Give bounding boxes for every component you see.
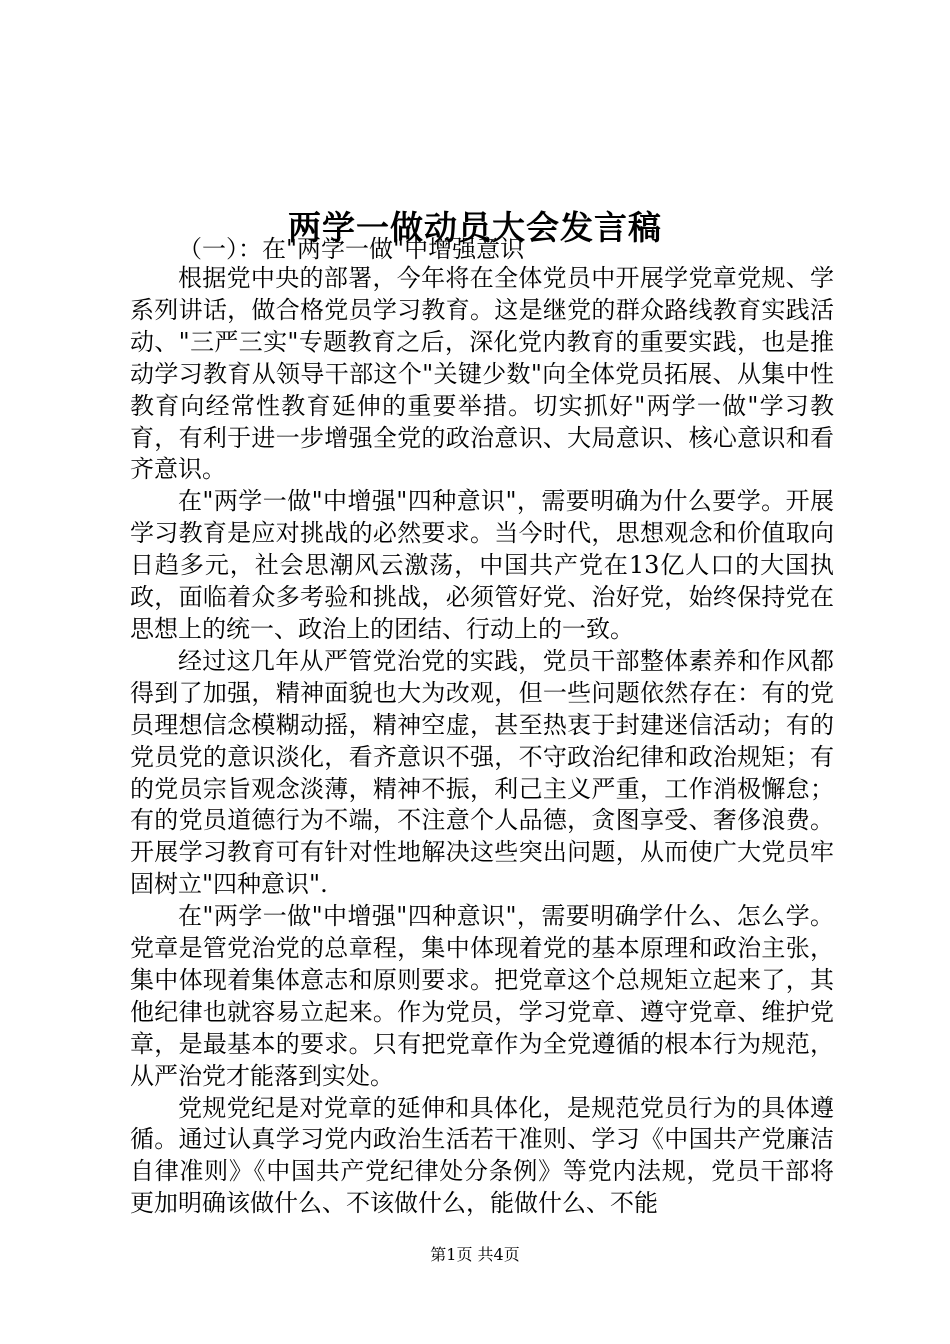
section-heading: （一）：在"两学一做"中增强意识 bbox=[178, 235, 525, 263]
body-paragraph-1: 根据党中央的部署，今年将在全体党员中开展学党章党规、学系列讲话，做合格党员学习教育。这是继党的群众路线教育实践活动、"三严三实"专题教育之后，深化党内教育的重要实践，也是推动学习教育从领导干部这个"关键少数"向全体党员拓展、从集中性教育向经常性教育延伸的重要举措。切实抓好"两学一做"学习教育，有利于进一步增强全党的政治意识、大局意识、核心意识和看齐意识。 bbox=[130, 264, 834, 484]
document-title: 两学一做动员大会发言稿 bbox=[288, 208, 662, 248]
body-paragraph-3: 经过这几年从严管党治党的实践，党员干部整体素养和作风都得到了加强，精神面貌也大为改观，但一些问题依然存在：有的党员理想信念模糊动摇，精神空虚，甚至热衷于封建迷信活动；有的党员党的意识淡化，看齐意识不强，不守政治纪律和政治规矩；有的党员宗旨观念淡薄，精神不振，利己主义严重，工作消极懈怠；有的党员道德行为不端，不注意个人品德，贪图享受、奢侈浪费。开展学习教育可有针对性地解决这些突出问题，从而使广大党员牢固树立"四种意识". bbox=[130, 646, 834, 899]
page-number-footer: 第1页 共4页 bbox=[430, 1245, 520, 1264]
document-body bbox=[130, 263, 834, 1220]
body-paragraph-5: 党规党纪是对党章的延伸和具体化，是规范党员行为的具体遵循。通过认真学习党内政治生活若干准则、学习《中国共产党廉洁自律准则》《中国共产党纪律处分条例》等党内法规，党员干部将更加明确该做什么、不该做什么，能做什么、不能 bbox=[130, 1093, 834, 1218]
body-paragraph-4: 在"两学一做"中增强"四种意识"，需要明确学什么、怎么学。党章是管党治党的总章程，集中体现着党的基本原理和政治主张，集中体现着集体意志和原则要求。把党章这个总规矩立起来了，其他纪律也就容易立起来。作为党员，学习党章、遵守党章、维护党章，是最基本的要求。只有把党章作为全党遵循的根本行为规范，从严治党才能落到实处。 bbox=[130, 902, 834, 1090]
body-paragraph-2: 在"两学一做"中增强"四种意识"，需要明确为什么要学。开展学习教育是应对挑战的必然要求。当今时代，思想观念和价值取向日趋多元，社会思潮风云激荡，中国共产党在13亿人口的大国执政，面临着众多考验和挑战，必须管好党、治好党，始终保持党在思想上的统一、政治上的团结、行动上的一致。 bbox=[130, 487, 834, 643]
